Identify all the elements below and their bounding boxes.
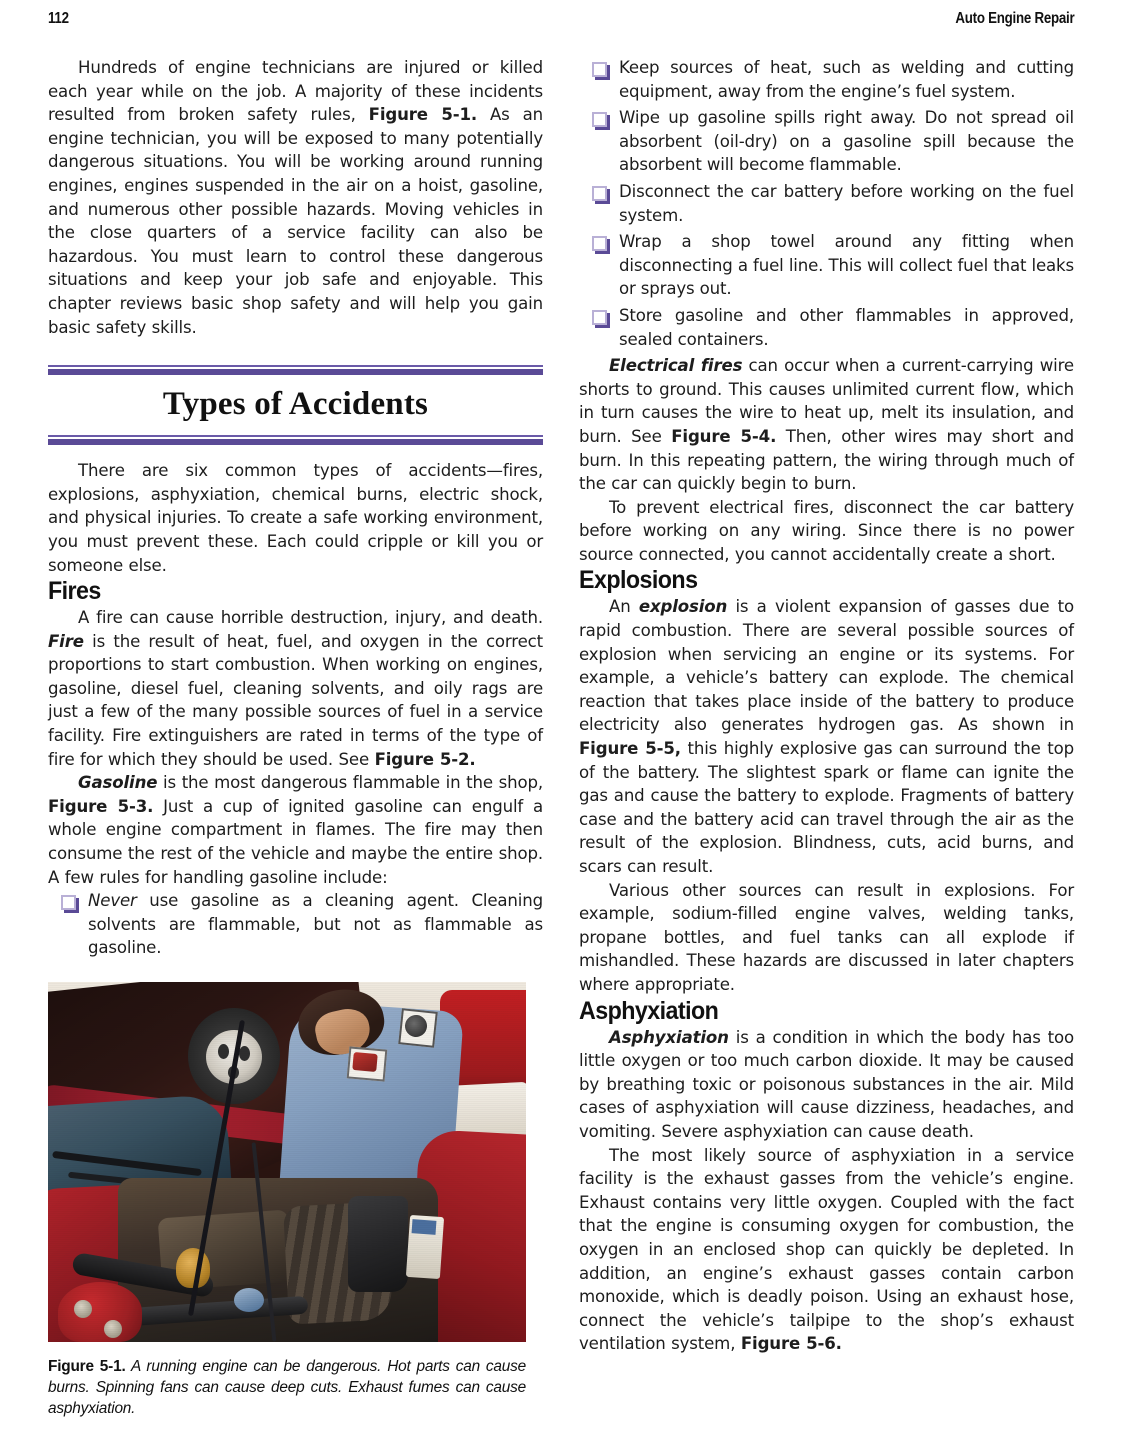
rule-above-heading	[48, 365, 543, 375]
asp-text-b: The most likely source of asphyxiation in a service facility is the exhaust gasses from the vehicle’s engine. Exhaust contains very little oxygen. Coupled with the fact that the engine is consuming oxygen for combustion, the oxygen in an enclosed shop can quickly be depleted. In addition, an engine’s exhaust gasses contain carbon monoxide, which is deadly poison. Using an exhaust hose, connect the vehicle’s tailpipe to the shop’s exhaust ventilation system,	[579, 1145, 1074, 1354]
subsection-heading-explosions: Explosions	[579, 566, 698, 595]
square-bullet-icon	[592, 112, 607, 127]
electrical-fires-paragraph	[579, 354, 1074, 496]
section-heading-types-of-accidents: Types of Accidents	[162, 386, 429, 423]
term-gasoline: Gasoline	[78, 773, 158, 793]
asp-text-a: is a condition in which the body has too little oxygen or too much carbon dioxide. It may be caused by breathing toxic or poisonous substances in the air. Mild cases of asphyxiation will cause dizziness, headaches, and vomiting. Severe asphyxiation can cause death.	[579, 1027, 1074, 1141]
figure-ref-5-3: Figure 5-3.	[48, 796, 154, 816]
exp-text-a: An	[609, 597, 639, 617]
list-item-text: use gasoline as a cleaning agent. Cleaning solvents are flammable, but not as flammable as gasoline.	[88, 891, 543, 958]
book-title: Auto Engine Repair	[954, 10, 1074, 27]
list-item	[579, 56, 1074, 103]
exp-text-c: this highly explosive gas can surround the top of the battery. The slightest spark or flame can ignite the gas and cause the battery to explode. Fragments of battery case and the battery acid can travel through the air as the result of the explosion. Blindness, cuts, acid burns, and scars can result.	[579, 739, 1074, 876]
fires-paragraph-2	[48, 771, 543, 889]
rule-thick-bottom	[48, 439, 543, 445]
subsection-heading-fires: Fires	[48, 577, 101, 606]
figure-ref-5-2: Figure 5-2.	[374, 749, 476, 769]
emphasis-never: Never	[88, 891, 137, 911]
list-item-text: Keep sources of heat, such as welding and cutting equipment, away from the engine’s fuel system.	[619, 58, 1074, 101]
square-bullet-icon	[592, 186, 607, 201]
list-item-text: Wrap a shop towel around any fitting when disconnecting a fuel line. This will collect fuel that leaks or sprays out.	[619, 232, 1074, 299]
term-fire: Fire	[48, 631, 84, 651]
figure-ref-5-4: Figure 5-4.	[671, 426, 777, 446]
gasoline-text-a: is the most dangerous flammable in the shop,	[157, 773, 543, 793]
figure-ref-5-1: Figure 5-1.	[368, 105, 478, 125]
square-bullet-icon	[592, 236, 607, 251]
square-bullet-icon	[592, 310, 607, 325]
photo-running-engine-technician	[48, 982, 526, 1342]
term-asphyxiation: Asphyxiation	[609, 1027, 729, 1047]
gasoline-text-b: Just a cup of ignited gasoline can engulf a whole engine compartment in flames. The fire may then consume the rest of the vehicle and maybe the entire shop. A few rules for handling gasoline include:	[48, 796, 543, 887]
asphyxiation-paragraph-2	[579, 1144, 1074, 1356]
list-item-text: Store gasoline and other flammables in approved, sealed containers.	[619, 305, 1074, 349]
gasoline-rules-list	[48, 889, 543, 960]
fires-text-a: A fire can cause horrible destruction, injury, and death.	[78, 608, 543, 628]
fires-text-b: is the result of heat, fuel, and oxygen in the correct proportions to start combustion. When working on engines, gasoline, diesel fuel, cleaning solvents, and oily rags are just a few of the many possible sources of fuel in a service facility. Fire extinguishers are rated in terms of the type of fire for which they should be used. See	[48, 631, 543, 769]
fires-paragraph-1	[48, 606, 543, 771]
exp-text-b: is a violent expansion of gasses due to rapid combustion. There are several possible sources of explosion when servicing an engine or its systems. For example, a vehicle’s battery can explode. The chemical reaction that takes place inside of the battery to produce electricity also generates hydrogen gas. As shown in	[579, 597, 1075, 735]
types-paragraph: There are six common types of accidents—fires, explosions, asphyxiation, chemical burns, electric shock, and physical injuries. To create a safe working environment, you must prevent these. Each could cripple or kill you or someone else.	[48, 461, 543, 575]
square-bullet-icon	[592, 62, 607, 77]
figure-ref-5-6: Figure 5-6.	[740, 1334, 842, 1354]
list-item	[48, 889, 543, 960]
figure-caption-number: Figure 5-1.	[48, 1358, 126, 1375]
term-explosion: explosion	[638, 597, 728, 617]
term-electrical-fires: Electrical fires	[609, 356, 743, 376]
explosions-paragraph-1	[579, 595, 1074, 878]
rule-below-heading	[48, 435, 543, 445]
left-column	[48, 56, 543, 1419]
subsection-heading-asphyxiation: Asphyxiation	[579, 996, 719, 1025]
two-column-layout	[48, 56, 1074, 1419]
explosions-paragraph-2: Various other sources can result in explosions. For example, sodium-filled engine valves, welding tanks, propane bottles, and fuel tanks can all explode if mishandled. These hazards are discussed in later chapters where appropriate.	[579, 880, 1074, 994]
list-item	[579, 304, 1074, 351]
list-item	[579, 106, 1074, 177]
fire-safety-rules-list	[579, 56, 1074, 351]
figure-caption-text: A running engine can be dangerous. Hot parts can cause burns. Spinning fans can cause deep cuts. Exhaust fumes can cause asphyxiation.	[48, 1358, 526, 1417]
page-number: 112	[48, 10, 69, 27]
photo-grain-overlay	[48, 982, 526, 1342]
list-item	[579, 230, 1074, 301]
elec-text-b: Then, other wires may short and burn. In this repeating pattern, the wiring through much of the car can quickly begin to burn.	[579, 426, 1074, 494]
running-head	[48, 10, 1074, 36]
intro-text-a: Hundreds of engine technicians are injured or killed each year while on the job. A majority of these incidents resulted from broken safety rules,	[48, 58, 543, 125]
types-of-accidents-head-block	[48, 365, 543, 445]
list-item-text: Wipe up gasoline spills right away. Do not spread oil absorbent (oil-dry) on a gasoline spill because the absorbent will become flammable.	[619, 108, 1074, 175]
asphyxiation-paragraph-1	[579, 1026, 1074, 1144]
square-bullet-icon	[61, 895, 76, 910]
intro-paragraph	[48, 56, 543, 339]
prevent-electrical-fires-paragraph: To prevent electrical fires, disconnect the car battery before working on any wiring. Since there is no power source connected, you cannot accidentally create a short.	[579, 497, 1074, 564]
figure-caption-5-1	[48, 1356, 526, 1419]
list-item	[579, 180, 1074, 227]
elec-text-a: can occur when a current-carrying wire shorts to ground. This causes unlimited current flow, which in turn causes the wire to heat up, melt its insulation, and burn. See	[579, 356, 1074, 446]
right-column	[579, 56, 1074, 1419]
figure-5-1	[48, 982, 526, 1419]
list-item-text: Disconnect the car battery before working on the fuel system.	[619, 181, 1074, 225]
intro-text-b: As an engine technician, you will be exposed to many potentially dangerous situations. You will be working around running engines, engines suspended in the air on a hoist, gasoline, and numerous other possible hazards. Moving vehicles in the close quarters of a service facility can also be hazardous. You must learn to control these dangerous situations and keep your job safe and enjoyable. This chapter reviews basic shop safety and will help you gain basic safety skills.	[48, 105, 543, 337]
figure-ref-5-5: Figure 5-5,	[579, 739, 681, 759]
